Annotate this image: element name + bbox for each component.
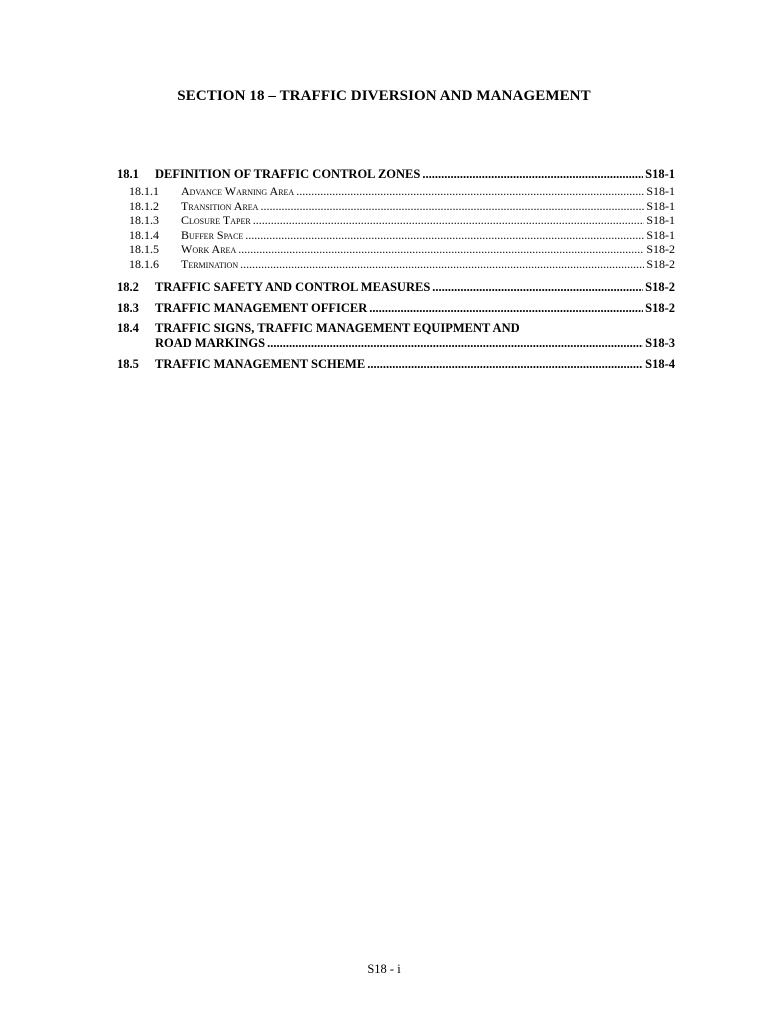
toc-entry-18-4[interactable]	[117, 321, 675, 356]
toc-entry-title: Advance Warning Area	[181, 184, 295, 198]
toc-entry-number: 18.1.2	[129, 198, 159, 213]
toc-entry-page: S18-1	[646, 184, 675, 198]
toc-entry-number: 18.3	[117, 300, 139, 315]
toc-entry-18-1-4[interactable]	[117, 228, 675, 243]
toc-dot-leader	[245, 228, 644, 243]
toc-dot-leader	[238, 242, 644, 257]
toc-entry-number: 18.1.3	[129, 213, 159, 227]
page-title: SECTION 18 – TRAFFIC DIVERSION AND MANAGEMENT	[177, 88, 591, 104]
toc-entry-18-2[interactable]	[117, 279, 675, 300]
toc-entry-page: S18-1	[645, 167, 675, 181]
toc-entry-18-1[interactable]	[117, 166, 675, 184]
toc-entry-title: DEFINITION OF TRAFFIC CONTROL ZONES	[155, 167, 421, 181]
toc-entry-page: S18-2	[646, 242, 675, 256]
toc-entry-number: 18.5	[117, 356, 139, 371]
toc-dot-leader	[296, 184, 644, 199]
toc-entry-page: S18-1	[646, 227, 675, 242]
toc-entry-18-1-1[interactable]	[117, 184, 675, 199]
toc-entry-18-1-6[interactable]	[117, 257, 675, 279]
toc-entry-number: 18.1.1	[129, 184, 159, 198]
page-footer: S18 - i	[367, 962, 401, 976]
toc-entry-18-1-5[interactable]	[117, 242, 675, 257]
table-of-contents	[117, 166, 675, 377]
toc-entry-title-continued: ROAD MARKINGS	[155, 335, 266, 350]
toc-dot-leader	[367, 356, 643, 372]
toc-entry-page: S18-1	[646, 198, 675, 213]
toc-entry-title: Buffer Space	[181, 227, 244, 242]
toc-dot-leader	[369, 300, 643, 316]
toc-entry-page: S18-4	[645, 356, 675, 371]
toc-entry-title: TRAFFIC MANAGEMENT OFFICER	[155, 300, 368, 315]
toc-entry-number: 18.2	[117, 279, 139, 294]
toc-entry-number: 18.1	[117, 167, 139, 181]
toc-dot-leader	[422, 166, 643, 182]
toc-entry-page: S18-2	[645, 279, 675, 294]
toc-entry-18-1-3[interactable]	[117, 213, 675, 228]
toc-entry-title: Termination	[181, 256, 239, 271]
toc-entry-title: TRAFFIC SAFETY AND CONTROL MEASURES	[155, 279, 431, 294]
toc-dot-leader	[260, 199, 644, 214]
toc-entry-18-5[interactable]	[117, 356, 675, 377]
toc-entry-number: 18.1.5	[129, 242, 159, 256]
toc-entry-title: TRAFFIC MANAGEMENT SCHEME	[155, 356, 366, 371]
toc-dot-leader	[240, 257, 644, 272]
toc-entry-title: Work Area	[181, 242, 237, 256]
toc-entry-number: 18.1.6	[129, 256, 159, 271]
toc-entry-18-1-2[interactable]	[117, 199, 675, 214]
toc-entry-title: Closure Taper	[181, 213, 251, 227]
toc-entry-page: S18-1	[646, 213, 675, 227]
toc-entry-number: 18.1.4	[129, 227, 159, 242]
toc-entry-18-3[interactable]	[117, 300, 675, 321]
toc-entry-title: Transition Area	[181, 198, 259, 213]
toc-dot-leader	[432, 279, 643, 295]
toc-entry-page: S18-3	[645, 335, 675, 350]
toc-entry-number: 18.4	[117, 320, 139, 335]
toc-entry-page: S18-2	[645, 300, 675, 315]
toc-dot-leader	[253, 213, 645, 228]
toc-dot-leader	[267, 336, 643, 351]
toc-entry-page: S18-2	[646, 256, 675, 271]
toc-entry-title: TRAFFIC SIGNS, TRAFFIC MANAGEMENT EQUIPMENT AND	[155, 320, 520, 335]
